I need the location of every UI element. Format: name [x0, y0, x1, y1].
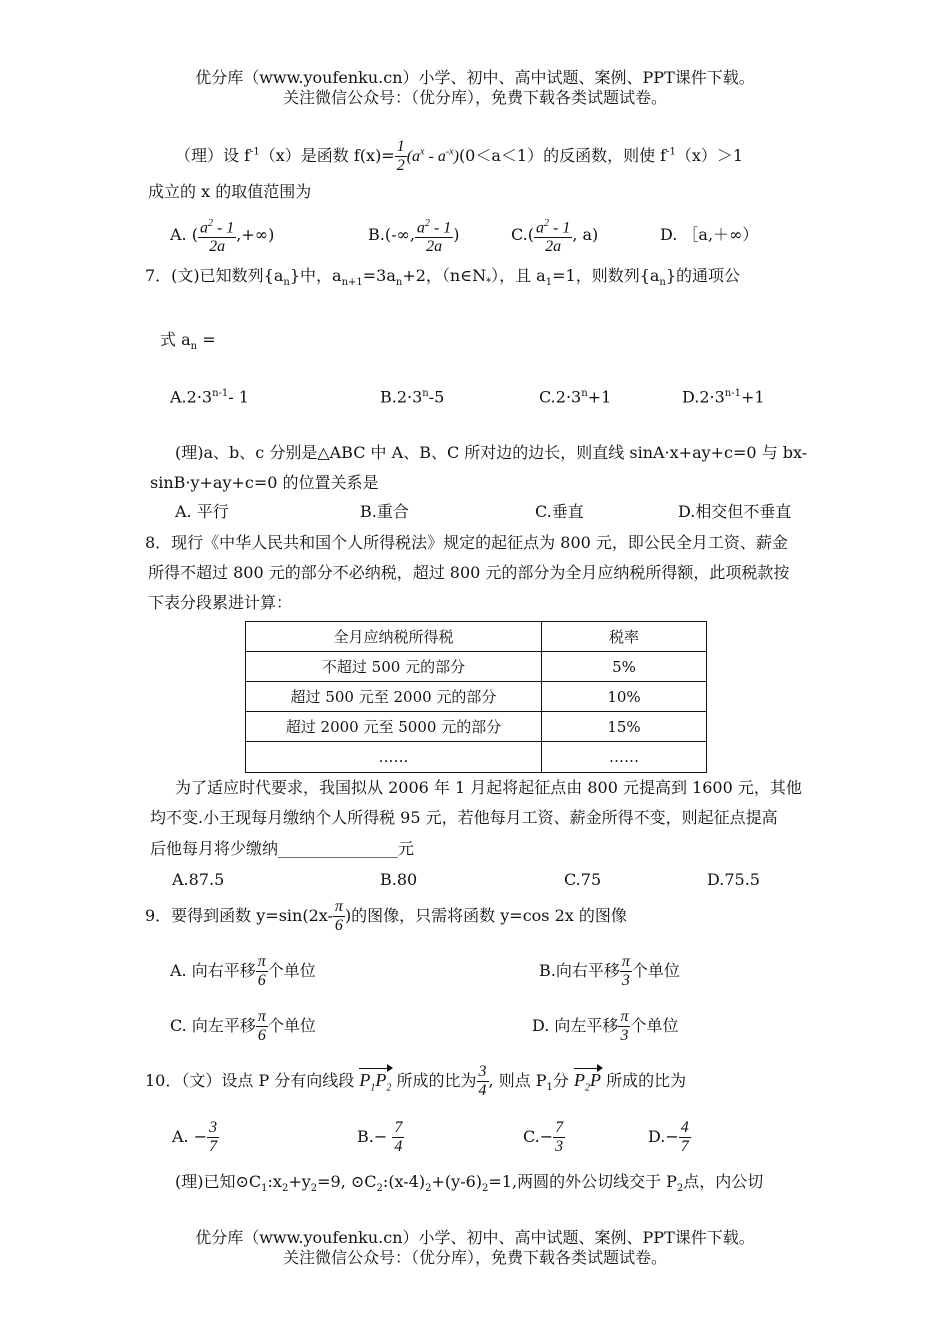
q10-option-b: B.− $\frac{7}{4}$ — [357, 1119, 403, 1155]
table-cell: 10% — [542, 682, 707, 712]
table-row — [246, 682, 707, 712]
q7-li-option-d: D.相交但不垂直 — [678, 502, 792, 521]
q9-option-b: B.向右平移 $\frac{\pi}{3}$ 个单位 — [539, 953, 680, 989]
q7-li-option-b: B.重合 — [360, 502, 409, 521]
table-cell: 5% — [542, 652, 707, 682]
q9-option-d: D. 向左平移 $\frac{\pi}{3}$ 个单位 — [532, 1008, 679, 1044]
q8-line2: 所得不超过 800 元的部分不必纳税，超过 800 元的部分为全月应纳税所得额，此项税款按 — [148, 563, 790, 582]
q8-line1: 8．现行《中华人民共和国个人所得税法》规定的起征点为 800 元，即公民全月工资、薪金 — [145, 533, 788, 552]
q10-option-a: A. − $\frac{3}{7}$ — [172, 1119, 218, 1155]
q7-li-line2: sinB·y+ay+c=0 的位置关系是 — [150, 473, 379, 492]
q7-option-a: $A.2\cdot 3^{n-1}-$ 1 — [170, 387, 249, 407]
q10-li-line: (理)已知$⊙C_1:x_2+y_2=9$, $⊙C_2:(x-4)_2+(y-6)_2=1$,两圆的外公切线交于 $P_2$点，内公切 — [175, 1172, 764, 1195]
table-cell: …… — [542, 742, 707, 773]
header-line-1: 优分库（www.youfenku.cn）小学、初中、高中试题、案例、PPT课件下载。 — [195, 68, 755, 87]
table-cell: 超过 2000 元至 5000 元的部分 — [246, 712, 542, 742]
q10-line: 10．（文）设点 P 分有向线段 $P_1P_2$ 所成的比为 $\frac{3}{4}$ , 则点 $P_1$分 $P_2P$ 所成的比为 — [145, 1063, 687, 1099]
q6-option-c: C.( $\frac{a^2 - 1}{2a}$ , a) — [511, 215, 598, 256]
q8-option-b: B.80 — [380, 870, 418, 889]
q10-option-c: C.− $\frac{7}{3}$ — [523, 1119, 564, 1155]
q9-line: 9．要得到函数 y=sin(2x- $\frac{\pi}{6}$ )的图像，只需将函数 y=cos 2x 的图像 — [145, 898, 627, 934]
q10-option-d: D.− $\frac{4}{7}$ — [648, 1119, 689, 1155]
q7-option-d: $D.2\cdot 3^{n-1}+1$ — [682, 387, 765, 407]
q6-option-b: B.(-∞, $\frac{a^2 - 1}{2a}$ ) — [368, 215, 459, 256]
header-line-2: 关注微信公众号：（优分库），免费下载各类试题试卷。 — [282, 88, 667, 107]
table-row — [246, 652, 707, 682]
table-cell: 15% — [542, 712, 707, 742]
footer-line-2: 关注微信公众号：（优分库），免费下载各类试题试卷。 — [282, 1248, 667, 1267]
q9-option-c: C. 向左平移 $\frac{\pi}{6}$ 个单位 — [170, 1008, 316, 1044]
table-cell: …… — [246, 742, 542, 773]
q8-option-d: D.75.5 — [707, 870, 760, 889]
q7-option-c: $C.2\cdot 3^n+1$ — [539, 387, 612, 407]
q7-li-option-a: A. 平行 — [175, 502, 229, 521]
footer-line-1: 优分库（www.youfenku.cn）小学、初中、高中试题、案例、PPT课件下载。 — [195, 1228, 755, 1247]
table-row — [246, 742, 707, 773]
q6-li-line2: 成立的 x 的取值范围为 — [148, 182, 312, 201]
table-header-row — [246, 622, 707, 652]
table-cell: 超过 500 元至 2000 元的部分 — [246, 682, 542, 712]
q7-line2: 式 $a_n$ = — [160, 330, 216, 353]
q7-li-line1: (理)a、b、c 分别是△ABC 中 A、B、C 所对边的边长，则直线 sinA·x+ay+c=0 与 bx- — [175, 443, 808, 462]
table-header: 全月应纳税所得税 — [246, 622, 542, 652]
q6-li-line1: （理）设 $f^{-1}(x)$是函数 f(x)= $\frac{1}{2}$ $(a^x - a^{-x})(0<a<1)$的反函数，则使 $f^{-1}(x)>1$ — [175, 138, 744, 174]
q6-option-a: A. ( $\frac{a^2 - 1}{2a}$ ,+∞) — [170, 215, 274, 256]
table-header: 税率 — [542, 622, 707, 652]
table-cell: 不超过 500 元的部分 — [246, 652, 542, 682]
q6-option-d: D. ［a,＋∞） — [660, 225, 759, 244]
q7-option-b: $B.2\cdot 3^n-5$ — [380, 387, 445, 407]
q9-option-a: A. 向右平移 $\frac{\pi}{6}$ 个单位 — [170, 953, 316, 989]
q7-line1: 7．(文)已知数列$\{a_n\}$中，$a_{n+1}=3a_n+2$，$(n\in N_*)$，且 $a_1=1$，则数列$\{a_n\}$的通项公 — [145, 266, 741, 289]
q8-option-a: A.87.5 — [172, 870, 225, 889]
q8-para3: 后他每月将少缴纳_______________元 — [150, 839, 415, 858]
q8-para1: 为了适应时代要求，我国拟从 2006 年 1 月起将起征点由 800 元提高到 1600 元，其他 — [175, 778, 802, 797]
tax-rate-table — [245, 621, 707, 773]
table-row — [246, 712, 707, 742]
q7-li-option-c: C.垂直 — [535, 502, 584, 521]
q8-option-c: C.75 — [564, 870, 602, 889]
q8-para2: 均不变.小王现每月缴纳个人所得税 95 元，若他每月工资、薪金所得不变，则起征点提高 — [150, 808, 778, 827]
q8-line3: 下表分段累进计算： — [148, 593, 293, 612]
